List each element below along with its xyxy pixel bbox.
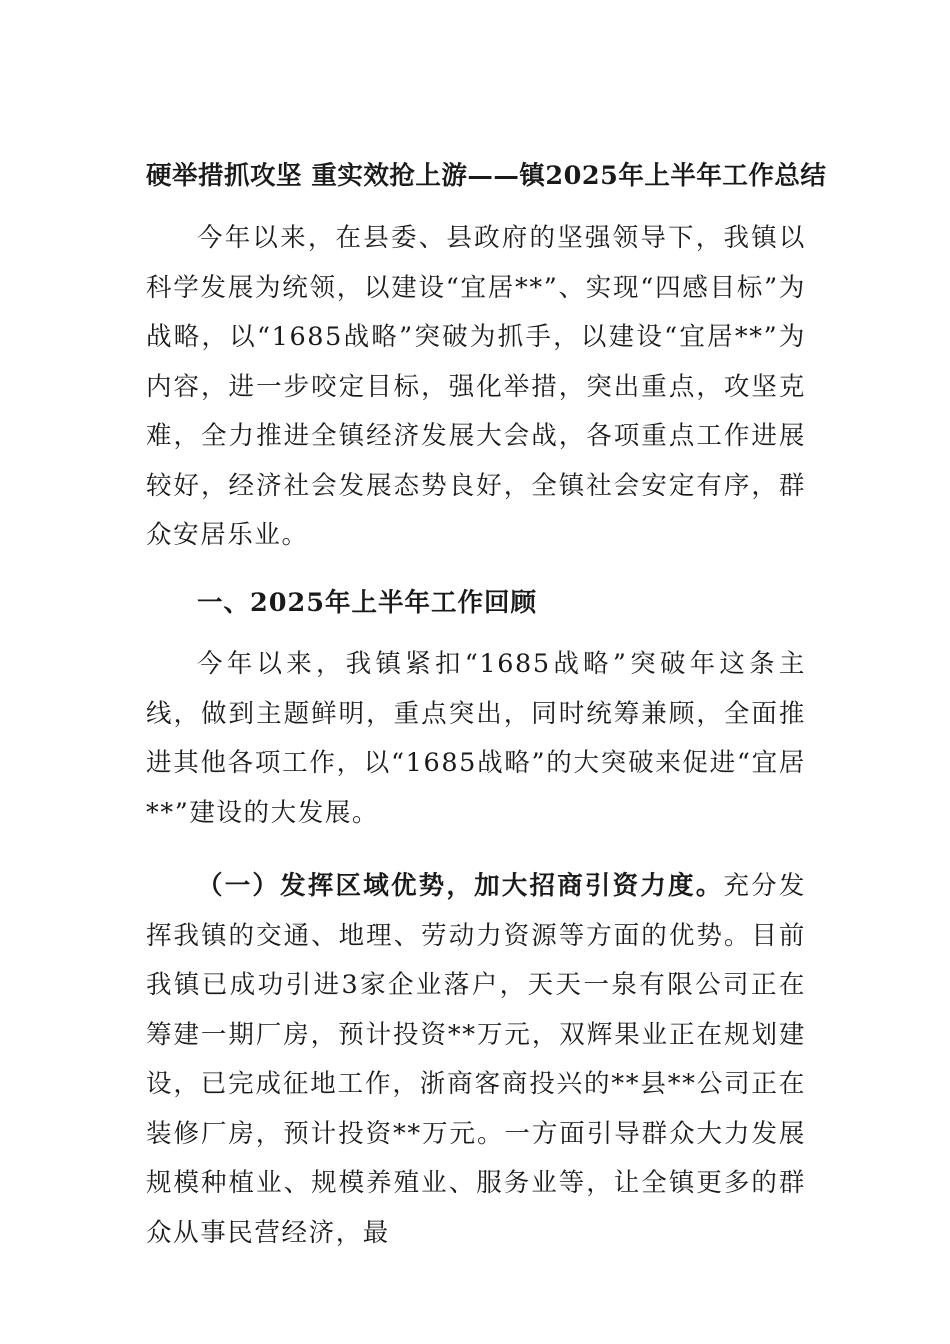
document-page	[146, 150, 827, 1258]
subsection-1-body: 充分发挥我镇的交通、地理、劳动力资源等方面的优势。目前我镇已成功引进3家企业落户，天天一泉有限公司正在筹建一期厂房，预计投资**万元，双辉果业正在规划建设，已完成征地工作，浙商客商投兴的**县**公司正在装修厂房，预计投资**万元。一方面引导群众大力发展规模种植业、规模养殖业、服务业等，让全镇更多的群众从事民营经济，最	[146, 871, 806, 1248]
document-title: 硬举措抓攻坚 重实效抢上游——镇2025年上半年工作总结	[146, 161, 827, 191]
subsection-1-heading: （一）发挥区域优势，加大招商引资力度。	[197, 871, 724, 901]
subsection-1-paragraph	[146, 862, 806, 1258]
intro-paragraph: 今年以来，在县委、县政府的坚强领导下，我镇以科学发展为统领，以建设“宜居**”、实现“四感目标”为战略，以“1685战略”突破为抓手，以建设“宜居**”为内容，进一步咬定目标，强化举措，突出重点，攻坚克难，全力推进全镇经济发展大会战，各项重点工作进展较好，经济社会发展态势良好，全镇社会安定有序，群众安居乐业。	[146, 223, 806, 550]
section-1-heading: 一、2025年上半年工作回顾	[197, 587, 537, 618]
section-1-summary-paragraph: 今年以来，我镇紧扣“1685战略”突破年这条主线，做到主题鲜明，重点突出，同时统筹兼顾，全面推进其他各项工作，以“1685战略”的大突破来促进“宜居**”建设的大发展。	[146, 649, 806, 828]
